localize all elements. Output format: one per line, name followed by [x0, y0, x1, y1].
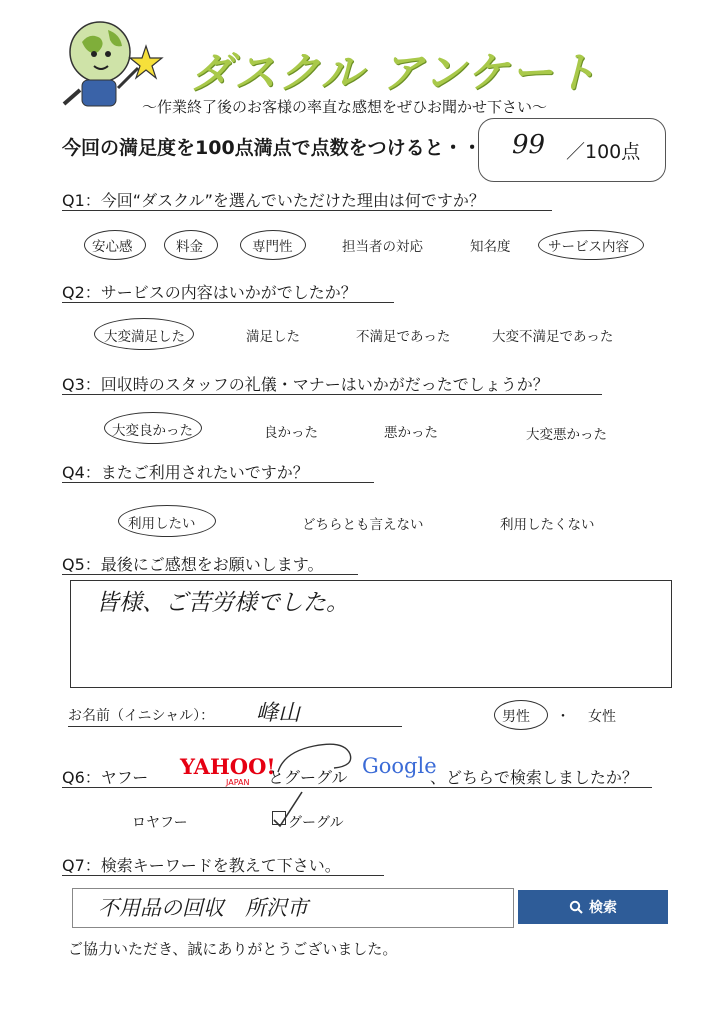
q3-question: Q3：回収時のスタッフの礼儀・マナーはいかがだったでしょうか？ — [62, 375, 549, 394]
q2-option-manzoku[interactable]: 満足した — [246, 329, 300, 345]
thanks-message: ご協力いただき、誠にありがとうございました。 — [68, 940, 398, 958]
score-question: 今回の満足度を100点満点で点数をつけると・・ — [62, 137, 482, 159]
q1-option-ryokin[interactable]: 料金 — [176, 239, 203, 255]
q6-question-prefix: Q6：ヤフー — [62, 768, 149, 787]
q2-option-taihen-manzoku[interactable]: 大変満足した — [104, 329, 185, 345]
survey-title: ダスクル アンケート — [190, 48, 599, 97]
q1-option-tantousha[interactable]: 担当者の対応 — [342, 239, 423, 255]
q1-option-service-naiyou[interactable]: サービス内容 — [548, 239, 629, 255]
q4-option-riyou-shitai[interactable]: 利用したい — [128, 516, 196, 532]
q2-option-taihen-fumanzoku[interactable]: 大変不満足であった — [492, 329, 614, 345]
q7-underline — [62, 875, 384, 876]
name-value: 峰山 — [256, 701, 301, 726]
keyword-value: 不用品の回収 所沢市 — [98, 896, 308, 920]
gender-male[interactable]: 男性 — [502, 709, 530, 725]
q7-question: Q7：検索キーワードを教えて下さい。 — [62, 856, 341, 875]
score-value: 99 — [512, 130, 546, 160]
q3-underline — [62, 394, 602, 395]
q6-question-suffix: 、どちらで検索しましたか？ — [430, 768, 638, 787]
google-logo: Google — [362, 754, 437, 778]
q2-question: Q2：サービスの内容はいかがでしたか？ — [62, 283, 357, 302]
google-check-mark — [274, 732, 374, 792]
q5-question: Q5：最後にご感想をお願いします。 — [62, 555, 324, 574]
yahoo-logo-sub: JAPAN — [226, 778, 250, 787]
q5-underline — [62, 574, 358, 575]
yahoo-logo: YAHOO! — [180, 754, 276, 779]
q4-underline — [62, 482, 374, 483]
q4-option-riyou-shitakunai[interactable]: 利用したくない — [500, 517, 595, 533]
q2-option-fumanzoku[interactable]: 不満足であった — [356, 329, 451, 345]
name-label: お名前（イニシャル）： — [68, 708, 215, 724]
comment-text: 皆様、ご苦労様でした。 — [96, 590, 349, 616]
q6-option-yahoo[interactable]: ロヤフー — [132, 815, 188, 831]
q4-option-dochiratomo[interactable]: どちらとも言えない — [302, 517, 424, 533]
q6-question-mid: とグーグル — [268, 768, 348, 787]
score-max: ／100点 — [566, 141, 641, 163]
gender-female[interactable]: 女性 — [588, 709, 616, 725]
survey-subtitle: ～作業終了後のお客様の率直な感想をぜひお聞かせ下さい～ — [142, 98, 548, 116]
q6-option-google[interactable]: グーグル — [288, 815, 344, 831]
q2-underline — [62, 302, 394, 303]
search-icon — [569, 900, 583, 914]
q3-option-yokatta[interactable]: 良かった — [264, 425, 318, 441]
q3-option-taihen-warukatta[interactable]: 大変悪かった — [526, 427, 607, 443]
q4-question: Q4：またご利用されたいですか？ — [62, 463, 309, 482]
q1-option-anshinkan[interactable]: 安心感 — [92, 239, 133, 255]
search-button[interactable] — [518, 890, 668, 924]
search-button-label: 検索 — [589, 899, 617, 915]
q1-option-chimeido[interactable]: 知名度 — [470, 239, 511, 255]
q3-option-warukatta[interactable]: 悪かった — [384, 425, 438, 441]
q3-option-taihen-yokatta[interactable]: 大変良かった — [112, 423, 193, 439]
gender-separator: ・ — [556, 709, 570, 725]
q1-underline — [62, 210, 552, 211]
q1-question: Q1：今回“ダスクル”を選んでいただけた理由は何ですか？ — [62, 191, 485, 210]
name-underline — [68, 726, 402, 727]
q1-option-senmonsei[interactable]: 専門性 — [252, 239, 293, 255]
